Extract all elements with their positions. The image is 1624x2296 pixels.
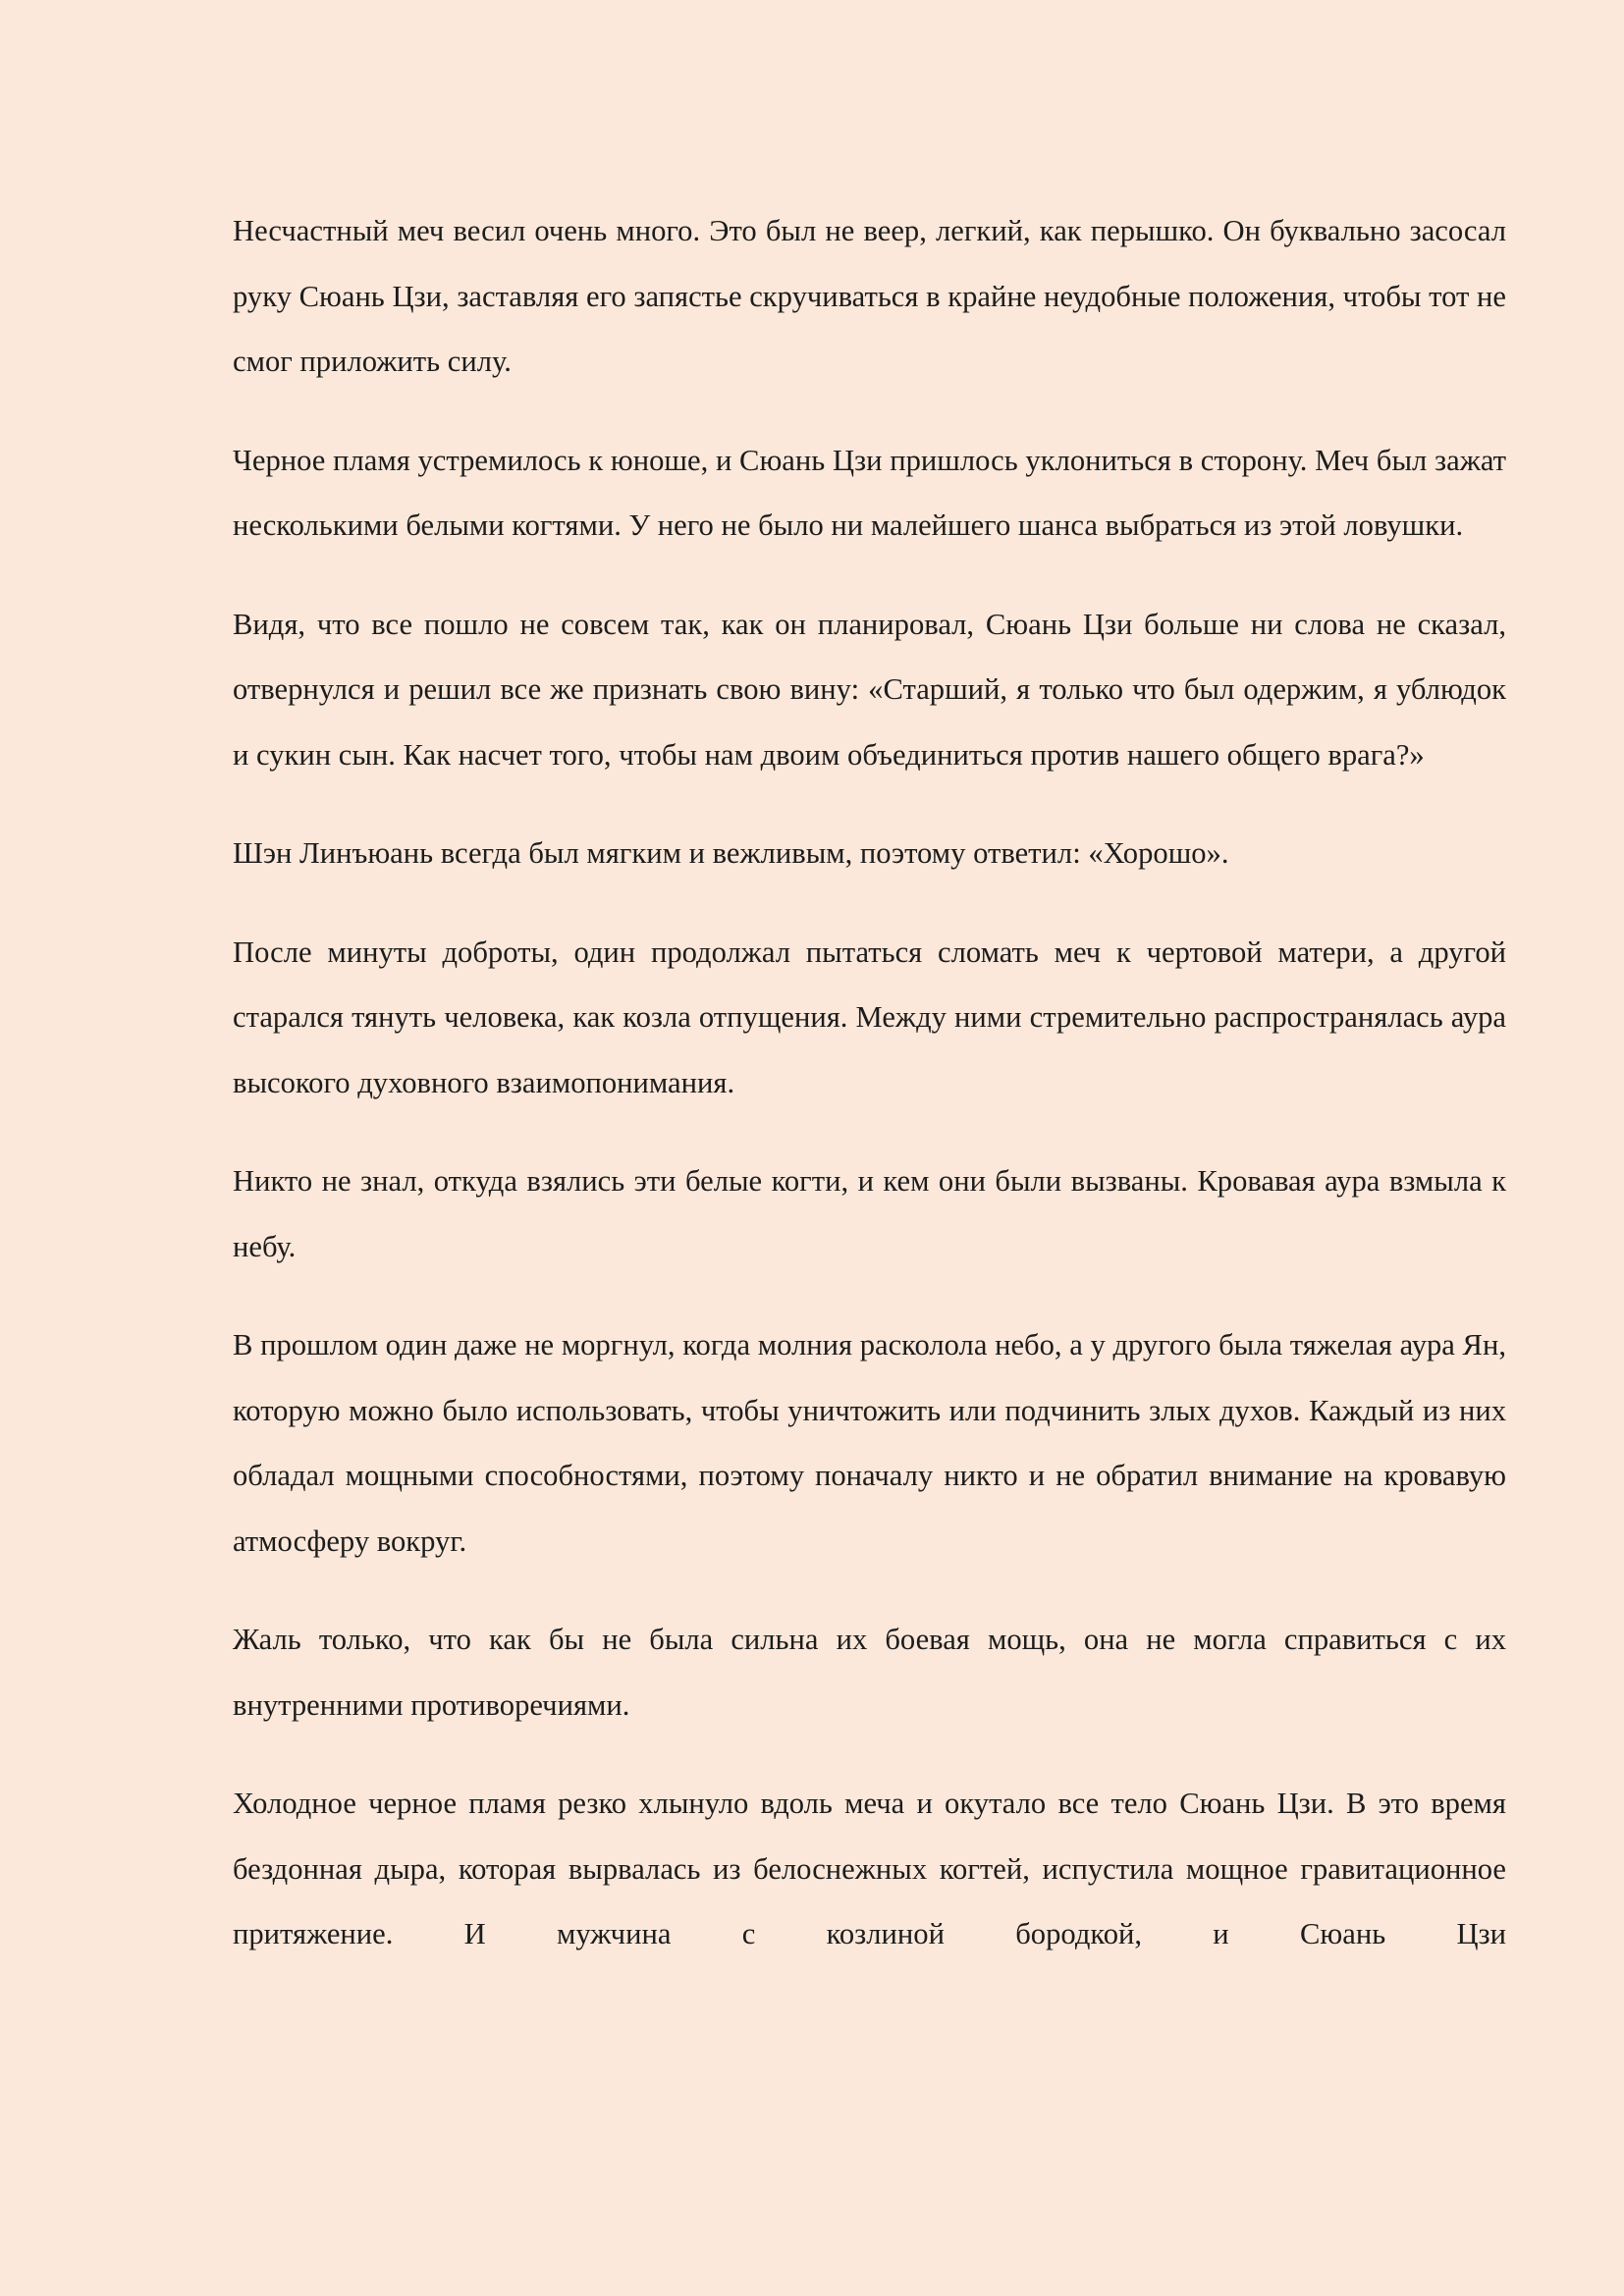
paragraph-8: Жаль только, что как бы не была сильна их боевая мощь, она не могла справиться с их внутренними противоречиями. [233, 1623, 1506, 1722]
paragraph-2: Черное пламя устремилось к юноше, и Сюань Цзи пришлось уклониться в сторону. Меч был зажат несколькими белыми когтями. У него не было ни малейшего шанса выбраться из этой ловушки. [233, 443, 1506, 542]
paragraph-9: Холодное черное пламя резко хлынуло вдоль меча и окутало все тело Сюань Цзи. В это время бездонная дыра, которая вырвалась из белоснежных когтей, испустила мощное гравитационное притяжение. И мужчина с козлиной бородкой, и Сюань Цзи [233, 1787, 1506, 1950]
paragraph-6: Никто не знал, откуда взялись эти белые когти, и кем они были вызваны. Кровавая аура взмыла к небу. [233, 1164, 1506, 1263]
paragraph-3: Видя, что все пошло не совсем так, как он планировал, Сюань Цзи больше ни слова не сказал, отвернулся и решил все же признать свою вину: «Старший, я только что был одержим, я ублюдок и сукин сын. Как насчет того, чтобы нам двоим объединиться против нашего общего врага?» [233, 607, 1506, 772]
paragraph-4: Шэн Линъюань всегда был мягким и вежливым, поэтому ответил: «Хорошо». [233, 836, 1229, 870]
document-page [233, 198, 1506, 2001]
paragraph-7: В прошлом один даже не моргнул, когда молния расколола небо, а у другого была тяжелая аура Ян, которую можно было использовать, чтобы уничтожить или подчинить злых духов. Каждый из них обладал мощными способностями, поэтому поначалу никто и не обратил внимание на кровавую атмосферу вокруг. [233, 1328, 1506, 1558]
paragraph-5: После минуты доброты, один продолжал пытаться сломать меч к чертовой матери, а другой старался тянуть человека, как козла отпущения. Между ними стремительно распространялась аура высокого духовного взаимопонимания. [233, 934, 1506, 1099]
paragraph-1: Несчастный меч весил очень много. Это был не веер, легкий, как перышко. Он буквально засосал руку Сюань Цзи, заставляя его запястье скручиваться в крайне неудобные положения, чтобы тот не смог приложить силу. [233, 214, 1506, 378]
